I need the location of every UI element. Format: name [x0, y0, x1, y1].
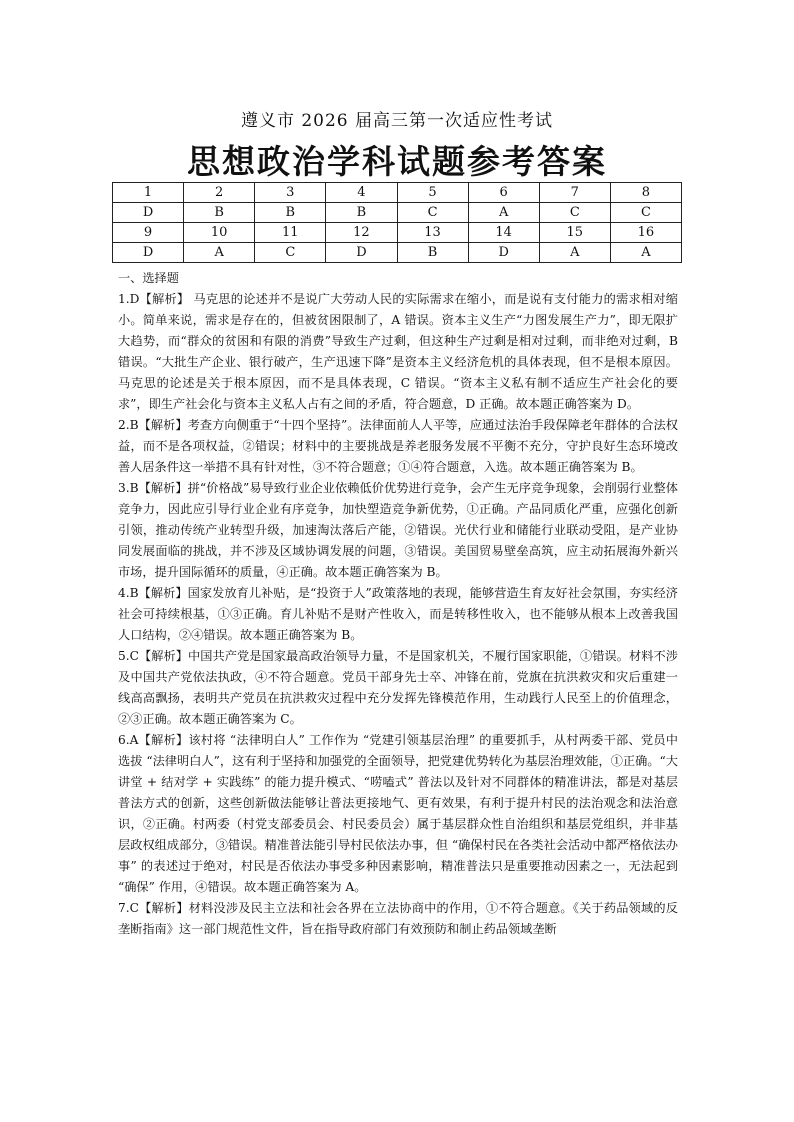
table-cell: 7	[539, 183, 610, 203]
explanation-paragraph: 7.C【解析】材料没涉及民主立法和社会各界在立法协商中的作用，①不符合题意。《关于药品领域的反垄断指南》这一部门规范性文件，旨在指导政府部门有效预防和制止药品领域垄断	[118, 901, 678, 936]
table-cell: 3	[255, 183, 326, 203]
table-cell: 15	[539, 223, 610, 243]
table-cell: 13	[397, 223, 468, 243]
table-cell: 14	[468, 223, 539, 243]
table-cell: A	[610, 243, 681, 263]
explanation-paragraph: 5.C【解析】中国共产党是国家最高政治领导力量，不是国家机关，不履行国家职能，①错误。材料不涉及中国共产党依法执政，④不符合题意。党员干部身先士卒、冲锋在前，党旗在抗洪救灾和灾后重建一线高高飘扬，表明共产党员在抗洪救灾过程中充分发挥先锋模范作用，生动践行人民至上的价值理念，②③正确。故本题正确答案为 C。	[118, 649, 678, 726]
table-cell: 10	[184, 223, 255, 243]
table-cell: A	[184, 243, 255, 263]
table-cell: B	[326, 203, 397, 223]
table-cell: C	[610, 203, 681, 223]
table-cell: 1	[113, 183, 184, 203]
table-cell: 12	[326, 223, 397, 243]
table-row	[113, 183, 682, 203]
table-cell: B	[184, 203, 255, 223]
explanation-paragraph: 2.B【解析】考查方向侧重于“十四个坚持”。法律面前人人平等，应通过法治手段保障老年群体的合法权益，而不是各项权益，②错误；材料中的主要挑战是养老服务发展不平衡不充分，守护良好生态环境改善人居条件这一举措不具有针对性，③不符合题意；①④符合题意，入选。故本题正确答案为 B。	[118, 418, 678, 474]
table-cell: D	[113, 243, 184, 263]
exam-subtitle: 遵义市 2026 届高三第一次适应性考试	[240, 111, 554, 131]
table-cell: 4	[326, 183, 397, 203]
table-cell: 9	[113, 223, 184, 243]
table-cell: 6	[468, 183, 539, 203]
answer-explanations	[118, 268, 678, 940]
table-row	[113, 223, 682, 243]
table-cell: C	[255, 243, 326, 263]
explanation-paragraph: 4.B【解析】国家发放育儿补贴，是“投资于人”政策落地的表现，能够营造生育友好社会氛围，夯实经济社会可持续根基，①③正确。育儿补贴不是财产性收入，而是转移性收入，也不能够从根本上改善我国人口结构，②④错误。故本题正确答案为 B。	[118, 586, 678, 642]
section-heading: 一、选择题	[118, 271, 179, 285]
table-cell: A	[468, 203, 539, 223]
table-row	[113, 243, 682, 263]
table-cell: C	[397, 203, 468, 223]
explanation-paragraph: 3.B【解析】拼“价格战”易导致行业企业依赖低价优势进行竞争，会产生无序竞争现象，会削弱行业整体竞争力，因此应引导行业企业有序竞争，加快塑造竞争新优势，①正确。产品同质化严重，应强化创新引领，推动传统产业转型升级，加速淘汰落后产能，②错误。光伏行业和储能行业联动受阻，是产业协同发展面临的挑战，并不涉及区域协调发展的问题，③错误。美国贸易壁垒高筑，应主动拓展海外新兴市场，提升国际循环的质量，④正确。故本题正确答案为 B。	[118, 481, 678, 579]
table-cell: 5	[397, 183, 468, 203]
explanation-paragraph: 1.D【解析】 马克思的论述并不是说广大劳动人民的实际需求在缩小，而是说有支付能力的需求相对缩小。简单来说，需求是存在的，但被贫困限制了，A 错误。资本主义生产“力图发展生产力”，即无限扩大趋势，而“群众的贫困和有限的消费”导致生产过剩，但这种生产过剩是相对过剩，而非绝对过剩，B 错误。“大批生产企业、银行破产，生产迅速下降”是资本主义经济危机的具体表现，但不是根本原因。马克思的论述是关于根本原因，而不是具体表现，C 错误。“资本主义私有制不适应生产社会化的要求”，即生产社会化与资本主义私人占有之间的矛盾，符合题意，D 正确。故本题正确答案为 D。	[118, 292, 678, 411]
table-cell: C	[539, 203, 610, 223]
table-cell: 11	[255, 223, 326, 243]
table-cell: D	[326, 243, 397, 263]
table-cell: A	[539, 243, 610, 263]
table-cell: B	[255, 203, 326, 223]
table-cell: D	[113, 203, 184, 223]
table-cell: 2	[184, 183, 255, 203]
table-cell: D	[468, 243, 539, 263]
page-title: 思想政治学科试题参考答案	[187, 142, 607, 181]
table-row	[113, 203, 682, 223]
table-cell: 8	[610, 183, 681, 203]
answer-table	[112, 182, 682, 263]
table-cell: B	[397, 243, 468, 263]
explanation-paragraph: 6.A【解析】该村将 “法律明白人” 工作作为 “党建引领基层治理” 的重要抓手，从村两委干部、党员中选拔 “法律明白人”，这有利于坚持和加强党的全面领导，把党建优势转化为基层治理效能，①正确。“大讲堂 + 结对学 + 实践练” 的能力提升模式、“唠嗑式” 普法以及针对不同群体的精准讲法，都是对基层普法方式的创新，这些创新做法能够让普法更接地气、更有效果，有利于提升村民的法治观念和法治意识，②正确。村两委（村党支部委员会、村民委员会）属于基层群众性自治组织和基层党组织，并非基层政权组成部分，③错误。精准普法能引导村民依法办事，但 “确保村民在各类社会活动中都严格依法办事” 的表述过于绝对，村民是否依法办事受多种因素影响，精准普法只是重要推动因素之一，无法起到 “确保” 作用，④错误。故本题正确答案为 A。	[118, 733, 678, 894]
table-cell: 16	[610, 223, 681, 243]
